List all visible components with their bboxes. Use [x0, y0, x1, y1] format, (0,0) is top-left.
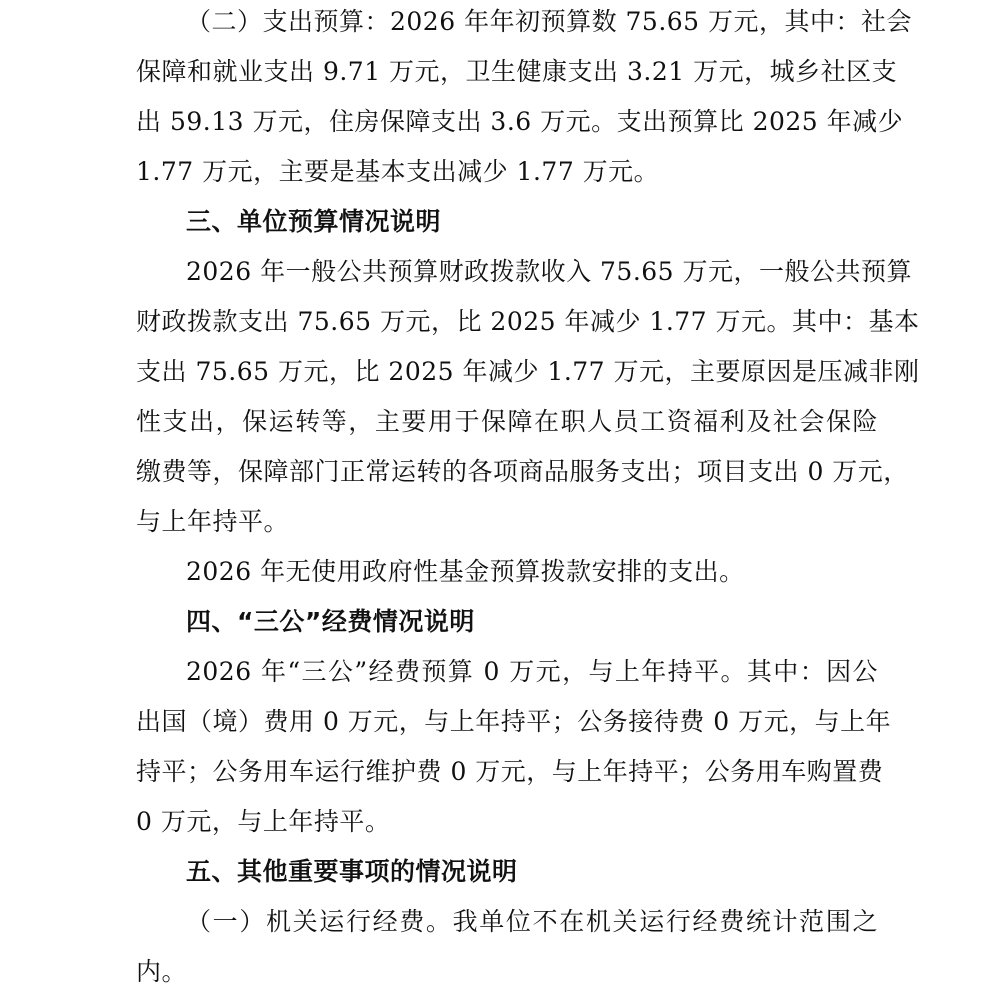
- paragraph-line: 财政拨款支出 75.65 万元，比 2025 年减少 1.77 万元。其中：基本: [136, 307, 920, 336]
- paragraph-line: 持平；公务用车运行维护费 0 万元，与上年持平；公务用车购置费: [136, 757, 884, 786]
- paragraph-line: 1.77 万元，主要是基本支出减少 1.77 万元。: [136, 157, 660, 186]
- paragraph-line: 内。: [136, 957, 188, 986]
- paragraph-line: （一）机关运行经费。我单位不在机关运行经费统计范围之: [186, 907, 878, 936]
- section-heading: 三、单位预算情况说明: [186, 207, 442, 236]
- paragraph-line: 2026 年无使用政府性基金预算拨款安排的支出。: [186, 557, 745, 586]
- paragraph-line: 保障和就业支出 9.71 万元，卫生健康支出 3.21 万元，城乡社区支: [136, 57, 898, 86]
- paragraph-line: 0 万元，与上年持平。: [136, 807, 391, 836]
- paragraph-line: 缴费等，保障部门正常运转的各项商品服务支出；项目支出 0 万元，: [136, 457, 909, 486]
- paragraph-line: 与上年持平。: [136, 507, 290, 536]
- paragraph-line: 2026 年一般公共预算财政拨款收入 75.65 万元，一般公共预算: [186, 257, 913, 286]
- paragraph-line: 2026 年“三公”经费预算 0 万元，与上年持平。其中：因公: [186, 657, 878, 686]
- paragraph-line: 性支出，保运转等，主要用于保障在职人员工资福利及社会保险: [136, 407, 878, 436]
- paragraph-line: 出 59.13 万元，住房保障支出 3.6 万元。支出预算比 2025 年减少: [136, 107, 904, 136]
- paragraph-line: （二）支出预算：2026 年年初预算数 75.65 万元，其中：社会: [186, 7, 913, 36]
- section-heading: 四、“三公”经费情况说明: [186, 607, 475, 636]
- paragraph-line: 支出 75.65 万元，比 2025 年减少 1.77 万元，主要原因是压减非刚: [136, 357, 920, 386]
- paragraph-line: 出国（境）费用 0 万元，与上年持平；公务接待费 0 万元，与上年: [136, 707, 892, 736]
- section-heading: 五、其他重要事项的情况说明: [186, 857, 518, 886]
